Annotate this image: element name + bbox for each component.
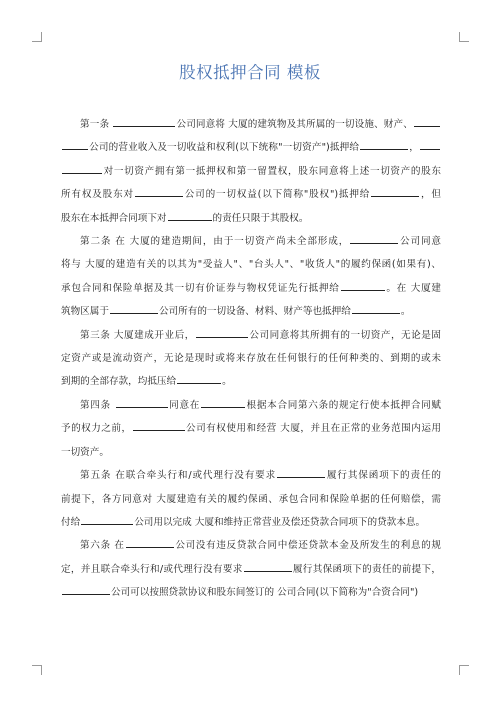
blank-field xyxy=(62,140,88,150)
blank-field xyxy=(201,398,245,408)
article-1 xyxy=(61,113,441,230)
blank-field xyxy=(113,117,175,127)
blank-field xyxy=(62,585,110,595)
crop-mark-top-left xyxy=(32,32,42,42)
text-line: 付给 公司用以完成 大厦和维持正常营业及偿还贷款合同项下的贷款本息。 xyxy=(61,516,426,528)
text-line: 对一切资产拥有第一抵押权和第一留置权，股东同意将上述一切资产的股东 xyxy=(61,160,441,183)
blank-field xyxy=(116,398,168,408)
text-line: 股东在本抵押合同项下对 的责任只限于其股权。 xyxy=(61,212,309,224)
text-line: 公司的营业收入及一切收益和权利(以下统称"一切资产")抵押给 ， xyxy=(61,136,441,159)
blank-field xyxy=(135,187,183,197)
blank-field xyxy=(244,562,292,572)
article-2 xyxy=(61,230,441,324)
blank-field xyxy=(62,164,102,174)
text-line: 第一条 公司同意将 大厦的建筑物及其所属的一切设施、财产、 xyxy=(61,113,441,136)
article-4 xyxy=(61,394,441,464)
crop-mark-bottom-right xyxy=(459,665,469,675)
text-line: 公司可以按照贷款协议和股东间签订的 公司合同(以下简称为"合资合同") xyxy=(61,581,441,604)
text-line: 到期的全部存款，均抵压给 。 xyxy=(61,376,232,388)
blank-field xyxy=(177,374,221,384)
text-line: 一切资产。 xyxy=(61,446,109,458)
text-line: 第五条 在联合牵头行和/或代理行没有要求 履行其保函项下的责任的 xyxy=(80,470,441,482)
text-line: 第四条 同意在 根据本合同第六条的规定行使本抵押合同赋 xyxy=(80,399,441,411)
contract-body xyxy=(61,113,441,605)
text-line: 第六条 在 公司没有违反贷款合同中偿还贷款本金及所发生的利息的规 xyxy=(80,540,441,552)
blank-field xyxy=(126,538,174,548)
crop-mark-top-right xyxy=(459,32,469,42)
text-line: 定资产或是流动资产，无论是现时或将来存放在任何银行的任何种类的、到期的或未 xyxy=(61,353,441,365)
blank-field xyxy=(371,187,419,197)
blank-field xyxy=(168,211,212,221)
blank-field xyxy=(277,468,325,478)
text-line: 予的权力之前， 公司有权使用和经营 大厦，并且在正常的业务范围内运用 xyxy=(61,423,441,435)
text-line: 筑物区属于 公司所有的一切设备、材料、财产等也抵押给 。 xyxy=(61,306,411,318)
crop-mark-bottom-left xyxy=(32,665,42,675)
text-line: 第二条 在 大厦的建造期间，由于一切资产尚未全部形成， 公司同意 xyxy=(80,236,442,248)
blank-field xyxy=(350,234,398,244)
blank-field xyxy=(414,117,440,127)
article-5 xyxy=(61,464,441,534)
blank-field xyxy=(360,140,408,150)
blank-field xyxy=(420,140,440,150)
text-line: 承包合同和保险单据及其一切有价证券与物权凭证先行抵押给 。在 大厦建 xyxy=(61,282,441,294)
text-line: 所有权及股东对 公司的一切权益(以下简称"股权")抵押给 ，但 xyxy=(61,189,442,201)
article-6 xyxy=(61,534,441,604)
article-3 xyxy=(61,324,441,394)
blank-field xyxy=(341,281,385,291)
text-line: 定，并且联合牵头行和/或代理行没有要求 履行其保函项下的责任的前提下， xyxy=(61,563,442,575)
blank-field xyxy=(110,304,158,314)
text-line: 第三条 大厦建成开业后， 公司同意将其所拥有的一切资产，无论是固 xyxy=(80,329,441,341)
blank-field xyxy=(133,421,185,431)
blank-field xyxy=(196,328,248,338)
blank-field xyxy=(81,515,133,525)
document-title: 股权抵押合同 模板 xyxy=(179,63,321,82)
text-line: 前提下，各方同意对 大厦建造有关的履约保函、承包合同和保险单据的任何赔偿，需 xyxy=(61,493,441,505)
text-line: 将与 大厦的建造有关的以其为"受益人"、"台头人"、"收货人"的履约保函(如果有)、 xyxy=(61,259,441,271)
blank-field xyxy=(352,304,400,314)
